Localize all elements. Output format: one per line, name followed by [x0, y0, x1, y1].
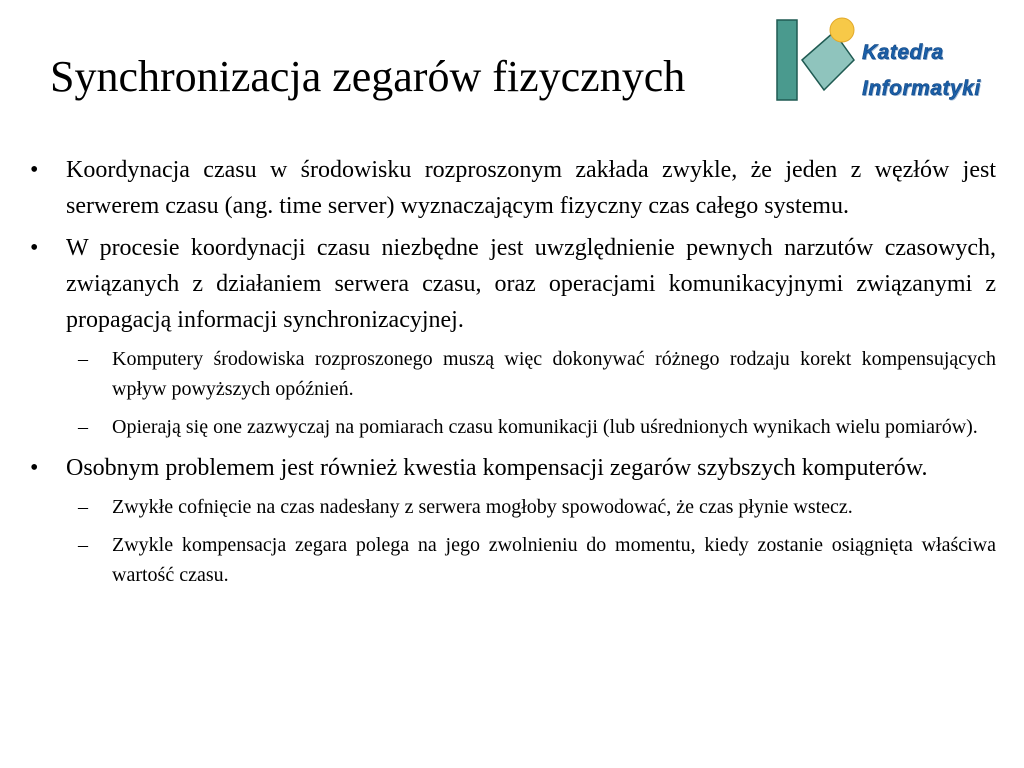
- dash-marker: –: [78, 496, 88, 518]
- sub-bullet-item: [26, 492, 996, 522]
- bullet-text: Koordynacja czasu w środowisku rozproszonym zakłada zwykle, że jeden z węzłów jest serwerem czasu (ang. time server) wyznaczającym fizyczny czas całego systemu.: [66, 157, 996, 219]
- bullet-item: [26, 450, 996, 486]
- bullet-marker: •: [30, 157, 39, 183]
- slide-title: Synchronizacja zegarów fizycznych: [50, 52, 686, 101]
- katedra-informatyki-logo: [772, 14, 1012, 106]
- sub-bullet-item: [26, 344, 996, 404]
- logo-text-informatyki: Informatyki: [862, 77, 981, 100]
- sub-bullet-text: Komputery środowiska rozproszonego muszą więc dokonywać różnego rodzaju korekt kompensujących wpływ powyższych opóźnień.: [112, 348, 996, 400]
- dash-marker: –: [78, 348, 88, 370]
- bullet-text: Osobnym problemem jest również kwestia kompensacji zegarów szybszych komputerów.: [66, 455, 928, 481]
- sub-bullet-text: Zwykle kompensacja zegara polega na jego zwolnieniu do momentu, kiedy zostanie osiągnięta właściwa wartość czasu.: [112, 534, 996, 586]
- bullet-list: [26, 152, 996, 598]
- bullet-item: [26, 152, 996, 224]
- bullet-marker: •: [30, 455, 39, 481]
- bullet-item: [26, 230, 996, 338]
- sub-bullet-text: Opierają się one zazwyczaj na pomiarach czasu komunikacji (lub uśrednionych wynikach wielu pomiarów).: [112, 416, 978, 438]
- bullet-text: W procesie koordynacji czasu niezbędne jest uwzględnienie pewnych narzutów czasowych, związanych z działaniem serwera czasu, oraz operacjami komunikacyjnymi związanymi z propagacją informacji synchronizacyjnej.: [66, 235, 996, 333]
- logo-text-katedra: Katedra: [862, 41, 944, 64]
- sub-bullet-text: Zwykłe cofnięcie na czas nadesłany z serwera mogłoby spowodować, że czas płynie wstecz.: [112, 496, 853, 518]
- bullet-marker: •: [30, 235, 39, 261]
- sub-bullet-item: [26, 412, 996, 442]
- sub-bullet-item: [26, 530, 996, 590]
- dash-marker: –: [78, 416, 88, 438]
- logo-k-icon: [772, 14, 862, 106]
- dash-marker: –: [78, 534, 88, 556]
